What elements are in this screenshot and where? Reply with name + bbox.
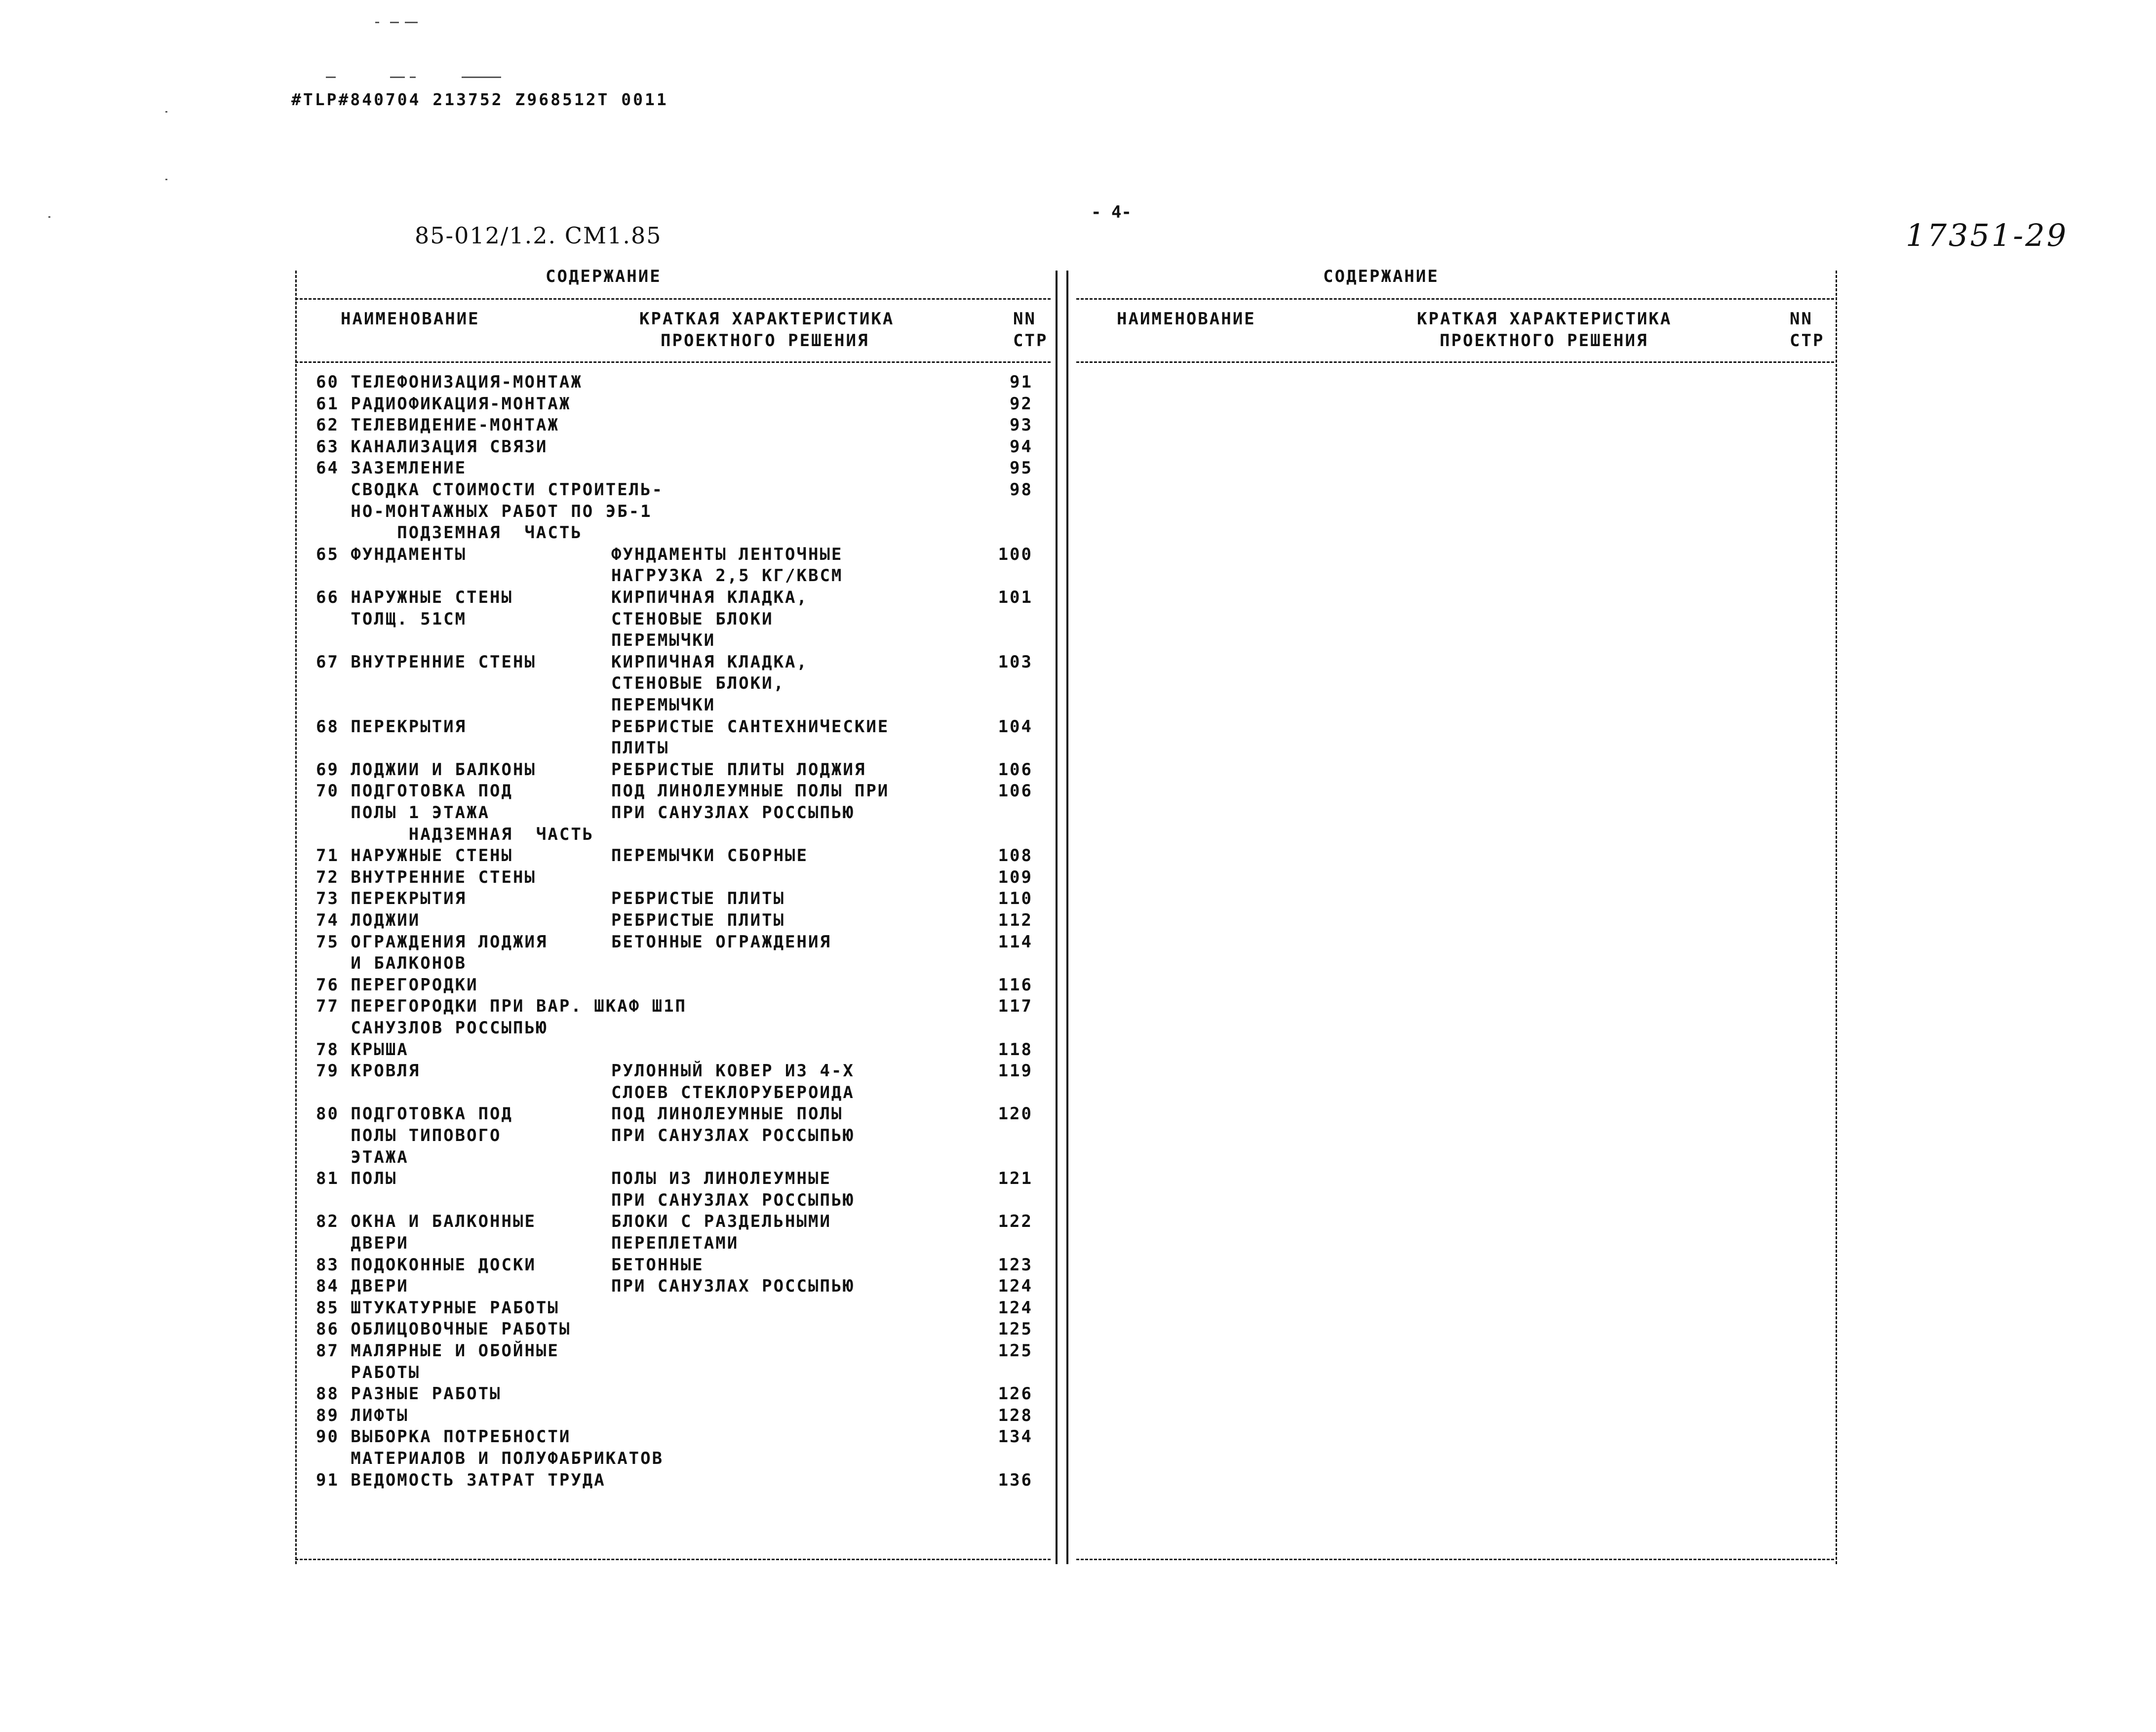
scan-speck (375, 22, 379, 23)
table-row (0, 953, 1052, 975)
row-description: СТЕНОВЫЕ БЛОКИ (611, 609, 774, 629)
row-name: 81 ПОЛЫ (316, 1169, 397, 1188)
row-name: 79 КРОВЛЯ (316, 1061, 421, 1081)
table-line-under-title-left (295, 298, 1051, 300)
row-name: 65 ФУНДАМЕНТЫ (316, 545, 467, 564)
table-row (0, 1298, 1052, 1320)
row-description: ПОЛЫ ИЗ ЛИНОЛЕУМНЫЕ (611, 1169, 831, 1188)
row-name: 78 КРЫША (316, 1040, 409, 1060)
document-header-code: #TLP#840704 213752 Z968512T 0011 (291, 90, 668, 109)
row-page: 109 (998, 867, 1033, 887)
row-description: РЕБРИСТЫЕ ПЛИТЫ (611, 889, 785, 908)
row-page: 98 (1010, 480, 1033, 500)
table-line-under-header-right (1076, 361, 1834, 363)
archive-number: 17351-29 (1906, 217, 2069, 253)
row-name: 77 ПЕРЕГОРОДКИ ПРИ ВАР. ШКАФ Ш1П (316, 996, 687, 1016)
row-page: 103 (998, 652, 1033, 672)
table-row (0, 1040, 1052, 1062)
row-description: ПОД ЛИНОЛЕУМНЫЕ ПОЛЫ ПРИ (611, 781, 890, 801)
row-name: 68 ПЕРЕКРЫТИЯ (316, 717, 467, 737)
scan-speck (462, 77, 501, 78)
row-name: 73 ПЕРЕКРЫТИЯ (316, 889, 467, 908)
left-col-desc-header-1: КРАТКАЯ ХАРАКТЕРИСТИКА (639, 309, 895, 329)
row-name: 89 ЛИФТЫ (316, 1406, 409, 1425)
scan-speck (165, 111, 167, 113)
row-description: ПЕРЕМЫЧКИ (611, 695, 716, 715)
table-row (0, 1341, 1052, 1363)
scan-speck (48, 216, 50, 218)
row-name: ТОЛЩ. 51СМ (316, 609, 467, 629)
row-description: РЕБРИСТЫЕ ПЛИТЫ (611, 910, 785, 930)
right-col-page-header-1: NN (1790, 309, 1813, 329)
left-col-page-header-1: NN (1013, 309, 1036, 329)
row-page: 126 (998, 1384, 1033, 1404)
table-row (0, 1449, 1052, 1470)
project-code: 85-012/1.2. CM1.85 (415, 222, 662, 249)
row-page: 104 (998, 717, 1033, 737)
row-name: И БАЛКОНОВ (316, 953, 467, 973)
table-row (0, 996, 1052, 1018)
row-page: 110 (998, 889, 1033, 908)
right-table-title: СОДЕРЖАНИЕ (1323, 267, 1439, 286)
table-row (0, 1104, 1052, 1126)
table-row (0, 1319, 1052, 1341)
table-row (0, 1061, 1052, 1083)
table-row (0, 867, 1052, 889)
row-name: НАДЗЕМНАЯ ЧАСТЬ (316, 825, 594, 844)
row-name: РАБОТЫ (316, 1363, 421, 1382)
scan-speck (405, 22, 418, 23)
right-col-page-header-2: СТР (1790, 331, 1825, 351)
table-row (0, 1169, 1052, 1190)
row-name: 84 ДВЕРИ (316, 1276, 409, 1296)
row-page: 94 (1010, 437, 1033, 457)
table-row (0, 545, 1052, 566)
left-col-page-header-2: СТР (1013, 331, 1048, 351)
row-name: ДВЕРИ (316, 1233, 409, 1253)
row-description: КИРПИЧНАЯ КЛАДКА, (611, 588, 808, 607)
row-name: 75 ОГРАЖДЕНИЯ ЛОДЖИЯ (316, 932, 548, 952)
table-row (0, 1083, 1052, 1104)
row-page: 120 (998, 1104, 1033, 1124)
row-description: ПЛИТЫ (611, 738, 669, 758)
table-row (0, 1233, 1052, 1255)
row-description: ПОД ЛИНОЛЕУМНЫЕ ПОЛЫ (611, 1104, 843, 1124)
row-name: 86 ОБЛИЦОВОЧНЫЕ РАБОТЫ (316, 1319, 571, 1339)
row-name: 69 ЛОДЖИИ И БАЛКОНЫ (316, 760, 536, 780)
row-name: СВОДКА СТОИМОСТИ СТРОИТЕЛЬ- (316, 480, 664, 500)
page-number: - 4- (1091, 202, 1132, 222)
row-page: 117 (998, 996, 1033, 1016)
right-col-name-header: НАИМЕНОВАНИЕ (1117, 309, 1256, 329)
table-row (0, 760, 1052, 782)
row-name: 83 ПОДОКОННЫЕ ДОСКИ (316, 1255, 536, 1275)
table-row (0, 910, 1052, 932)
table-row (0, 932, 1052, 954)
row-page: 128 (998, 1406, 1033, 1425)
row-page: 95 (1010, 458, 1033, 478)
row-page: 108 (998, 846, 1033, 866)
table-row (0, 1212, 1052, 1233)
right-col-desc-header-2: ПРОЕКТНОГО РЕШЕНИЯ (1440, 331, 1648, 351)
row-description: ПРИ САНУЗЛАХ РОССЫПЬЮ (611, 1190, 855, 1210)
scan-speck (410, 77, 416, 78)
table-divider-2 (1066, 271, 1068, 1564)
row-description: КИРПИЧНАЯ КЛАДКА, (611, 652, 808, 672)
row-description: ПЕРЕМЫЧКИ (611, 630, 716, 650)
table-row (0, 825, 1052, 846)
row-page: 91 (1010, 372, 1033, 392)
row-page: 123 (998, 1255, 1033, 1275)
table-row (0, 437, 1052, 459)
scan-speck (390, 22, 399, 23)
row-page: 116 (998, 975, 1033, 995)
table-row (0, 652, 1052, 674)
row-page: 106 (998, 781, 1033, 801)
table-row (0, 803, 1052, 825)
row-description: СЛОЕВ СТЕКЛОРУБЕРОИДА (611, 1083, 855, 1102)
row-page: 106 (998, 760, 1033, 780)
row-name: 88 РАЗНЫЕ РАБОТЫ (316, 1384, 502, 1404)
table-row (0, 415, 1052, 437)
row-page: 118 (998, 1040, 1033, 1060)
row-page: 136 (998, 1470, 1033, 1490)
table-row (0, 1427, 1052, 1449)
table-row (0, 1470, 1052, 1492)
table-line-bottom-right (1076, 1559, 1834, 1560)
table-row (0, 394, 1052, 416)
row-description: ПРИ САНУЗЛАХ РОССЫПЬЮ (611, 1276, 855, 1296)
scan-speck (390, 77, 405, 78)
row-name: 70 ПОДГОТОВКА ПОД (316, 781, 513, 801)
table-row (0, 673, 1052, 695)
row-page: 134 (998, 1427, 1033, 1447)
table-divider-1 (1056, 271, 1058, 1564)
row-name: МАТЕРИАЛОВ И ПОЛУФАБРИКАТОВ (316, 1449, 664, 1468)
row-name: 60 ТЕЛЕФОНИЗАЦИЯ-МОНТАЖ (316, 372, 583, 392)
table-row (0, 975, 1052, 997)
row-name: 90 ВЫБОРКА ПОТРЕБНОСТИ (316, 1427, 571, 1447)
table-row (0, 1384, 1052, 1406)
table-row (0, 372, 1052, 394)
row-description: ПЕРЕМЫЧКИ СБОРНЫЕ (611, 846, 808, 866)
row-description: РЕБРИСТЫЕ ПЛИТЫ ЛОДЖИЯ (611, 760, 866, 780)
row-description: ПРИ САНУЗЛАХ РОССЫПЬЮ (611, 1126, 855, 1145)
row-name: 72 ВНУТРЕННИЕ СТЕНЫ (316, 867, 536, 887)
table-row (0, 609, 1052, 631)
row-description: ПЕРЕПЛЕТАМИ (611, 1233, 739, 1253)
table-row (0, 458, 1052, 480)
left-col-desc-header-2: ПРОЕКТНОГО РЕШЕНИЯ (661, 331, 869, 351)
table-row (0, 695, 1052, 717)
row-page: 125 (998, 1319, 1033, 1339)
row-name: 87 МАЛЯРНЫЕ И ОБОЙНЫЕ (316, 1341, 559, 1361)
row-description: РЕБРИСТЫЕ САНТЕХНИЧЕСКИЕ (611, 717, 890, 737)
row-name: 76 ПЕРЕГОРОДКИ (316, 975, 478, 995)
table-row (0, 566, 1052, 588)
table-row (0, 502, 1052, 523)
row-name: НО-МОНТАЖНЫХ РАБОТ ПО ЭБ-1 (316, 502, 652, 521)
row-name: 67 ВНУТРЕННИЕ СТЕНЫ (316, 652, 536, 672)
table-row (0, 1255, 1052, 1277)
row-description: БЛОКИ С РАЗДЕЛЬНЫМИ (611, 1212, 831, 1231)
table-row (0, 738, 1052, 760)
row-page: 92 (1010, 394, 1033, 414)
table-row (0, 630, 1052, 652)
row-description: НАГРУЗКА 2,5 КГ/КВСМ (611, 566, 843, 586)
table-row (0, 1492, 1052, 1513)
table-row (0, 1147, 1052, 1169)
table-row (0, 717, 1052, 739)
left-table-title: СОДЕРЖАНИЕ (546, 267, 662, 286)
row-page: 122 (998, 1212, 1033, 1231)
row-name: 64 ЗАЗЕМЛЕНИЕ (316, 458, 467, 478)
table-border-right (1836, 271, 1837, 1564)
left-col-name-header: НАИМЕНОВАНИЕ (341, 309, 480, 329)
row-name: ПОДЗЕМНАЯ ЧАСТЬ (316, 523, 583, 543)
table-line-bottom-left (295, 1559, 1051, 1560)
table-row (0, 1276, 1052, 1298)
table-row (0, 588, 1052, 609)
row-page: 100 (998, 545, 1033, 564)
row-description: ПРИ САНУЗЛАХ РОССЫПЬЮ (611, 803, 855, 823)
right-col-desc-header-1: КРАТКАЯ ХАРАКТЕРИСТИКА (1417, 309, 1672, 329)
table-row (0, 846, 1052, 867)
row-name: 63 КАНАЛИЗАЦИЯ СВЯЗИ (316, 437, 548, 457)
table-row (0, 480, 1052, 502)
row-name: 71 НАРУЖНЫЕ СТЕНЫ (316, 846, 513, 866)
table-row (0, 1513, 1052, 1535)
row-name: 80 ПОДГОТОВКА ПОД (316, 1104, 513, 1124)
row-page: 101 (998, 588, 1033, 607)
row-description: РУЛОННЫЙ КОВЕР ИЗ 4-Х (611, 1061, 855, 1081)
row-name: 66 НАРУЖНЫЕ СТЕНЫ (316, 588, 513, 607)
row-name: 74 ЛОДЖИИ (316, 910, 421, 930)
row-name: 62 ТЕЛЕВИДЕНИЕ-МОНТАЖ (316, 415, 559, 435)
row-description: СТЕНОВЫЕ БЛОКИ, (611, 673, 785, 693)
row-description: БЕТОННЫЕ ОГРАЖДЕНИЯ (611, 932, 831, 952)
table-line-under-title-right (1076, 298, 1834, 300)
row-page: 93 (1010, 415, 1033, 435)
row-name: 82 ОКНА И БАЛКОННЫЕ (316, 1212, 536, 1231)
row-page: 114 (998, 932, 1033, 952)
table-row (0, 1363, 1052, 1384)
row-page: 112 (998, 910, 1033, 930)
table-row (0, 1190, 1052, 1212)
row-name: ЭТАЖА (316, 1147, 409, 1167)
table-row (0, 1126, 1052, 1147)
row-page: 124 (998, 1276, 1033, 1296)
row-page: 119 (998, 1061, 1033, 1081)
row-name: 61 РАДИОФИКАЦИЯ-МОНТАЖ (316, 394, 571, 414)
row-name: ПОЛЫ ТИПОВОГО (316, 1126, 502, 1145)
row-name: САНУЗЛОВ РОССЫПЬЮ (316, 1018, 548, 1038)
row-description: ФУНДАМЕНТЫ ЛЕНТОЧНЫЕ (611, 545, 843, 564)
table-line-under-header-left (295, 361, 1051, 363)
row-name: 91 ВЕДОМОСТЬ ЗАТРАТ ТРУДА (316, 1470, 606, 1490)
scan-speck (326, 77, 336, 78)
row-name: 85 ШТУКАТУРНЫЕ РАБОТЫ (316, 1298, 559, 1318)
row-description: БЕТОННЫЕ (611, 1255, 704, 1275)
row-page: 125 (998, 1341, 1033, 1361)
row-name: ПОЛЫ 1 ЭТАЖА (316, 803, 490, 823)
row-page: 121 (998, 1169, 1033, 1188)
row-page: 124 (998, 1298, 1033, 1318)
scan-speck (165, 179, 167, 180)
table-row (0, 1406, 1052, 1427)
table-row (0, 781, 1052, 803)
table-row (0, 1018, 1052, 1040)
table-row (0, 523, 1052, 545)
table-row (0, 889, 1052, 910)
